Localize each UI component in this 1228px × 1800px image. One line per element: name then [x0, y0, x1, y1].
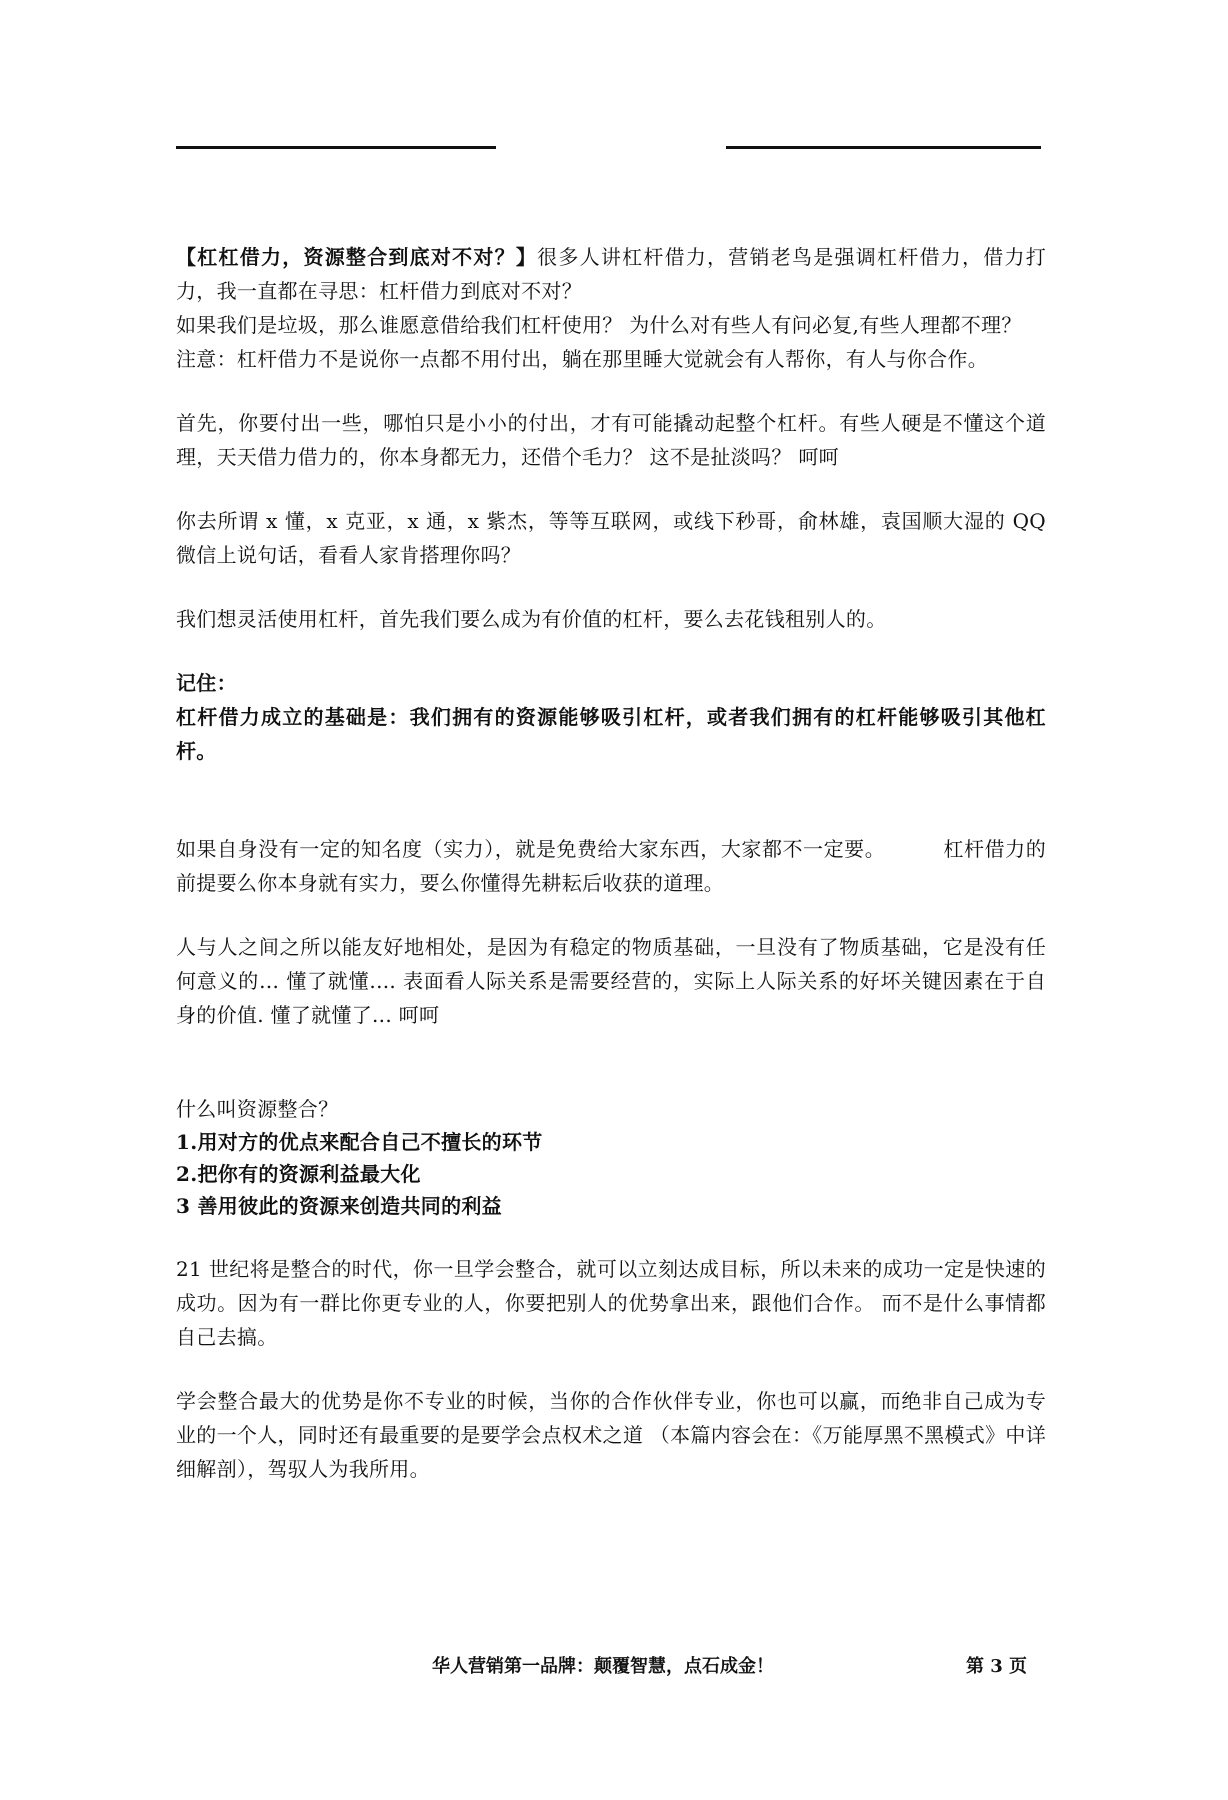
intro-note: 注意：杠杆借力不是说你一点都不用付出，躺在那里睡大觉就会有人帮你，有人与你合作。	[176, 347, 988, 371]
integration-item-2: 2.把你有的资源利益最大化	[176, 1162, 421, 1186]
header-rule-left	[176, 146, 496, 149]
section-title: 【杠杠借力，资源整合到底对不对？】	[176, 245, 538, 269]
advantage-paragraph: 学会整合最大的优势是你不专业的时候，当你的合作伙伴专业，你也可以赢，而绝非自己成为专业的一个人，同时还有最重要的是要学会点权术之道 （本篇内容会在：《万能厚黑不黑模式》中详细解剖），驾驭人为我所用。	[176, 1389, 1046, 1481]
header-rule-right	[726, 146, 1041, 149]
reputation-part-1: 如果自身没有一定的知名度（实力），就是免费给大家东西，大家都不一定要。	[176, 837, 886, 861]
remember-label: 记住：	[176, 671, 237, 695]
paragraph-first: 首先，你要付出一些，哪怕只是小小的付出，才有可能撬动起整个杠杆。有些人硬是不懂这个道理，天天借力借力的，你本身都无力，还借个毛力？ 这不是扯淡吗？ 呵呵	[176, 411, 1046, 469]
reputation-part-2: 杠杆借力的前提要么你本身就有实力，要么你懂得先耕耘后收获的道理。	[176, 837, 1046, 895]
remember-text: 杠杆借力成立的基础是：我们拥有的资源能够吸引杠杆，或者我们拥有的杠杆能够吸引其他杠杆。	[176, 705, 1046, 763]
reputation-paragraph	[176, 832, 1046, 900]
paragraph-third: 我们想灵活使用杠杆，首先我们要么成为有价值的杠杆，要么去花钱租别人的。	[176, 607, 887, 631]
century-paragraph: 21 世纪将是整合的时代，你一旦学会整合，就可以立刻达成目标，所以未来的成功一定是快速的成功。因为有一群比你更专业的人，你要把别人的优势拿出来，跟他们合作。 而不是什么事情都自己去搞。	[176, 1257, 1046, 1349]
page-footer	[0, 1652, 1228, 1686]
intro-text: 很多人讲杠杆借力，营销老鸟是强调杠杆借力，借力打力，我一直都在寻思：杠杆借力到底对不对？	[176, 245, 1046, 303]
page-number: 第 3 页	[966, 1656, 1028, 1677]
relations-paragraph: 人与人之间之所以能友好地相处，是因为有稳定的物质基础，一旦没有了物质基础，它是没有任何意义的… 懂了就懂.... 表面看人际关系是需要经营的，实际上人际关系的好坏关键因素在于自身的价值. 懂了就懂了... 呵呵	[176, 935, 1046, 1027]
intro-paragraph	[176, 240, 1046, 308]
footer-slogan: 华人营销第一品牌：颠覆智慧，点石成金！	[432, 1656, 774, 1677]
integration-item-3: 3 善用彼此的资源来创造共同的利益	[176, 1194, 502, 1218]
integration-question: 什么叫资源整合？	[176, 1097, 339, 1121]
page-body	[176, 240, 1046, 1486]
paragraph-second: 你去所谓 x 懂，x 克亚，x 通，x 紫杰，等等互联网，或线下秒哥，俞林雄，袁国顺大湿的 QQ 微信上说句话，看看人家肯搭理你吗？	[176, 509, 1046, 567]
intro-question: 如果我们是垃圾，那么谁愿意借给我们杠杆使用？ 为什么对有些人有问必复,有些人理都不理？	[176, 313, 1022, 337]
integration-item-1: 1.用对方的优点来配合自己不擅长的环节	[176, 1130, 543, 1154]
